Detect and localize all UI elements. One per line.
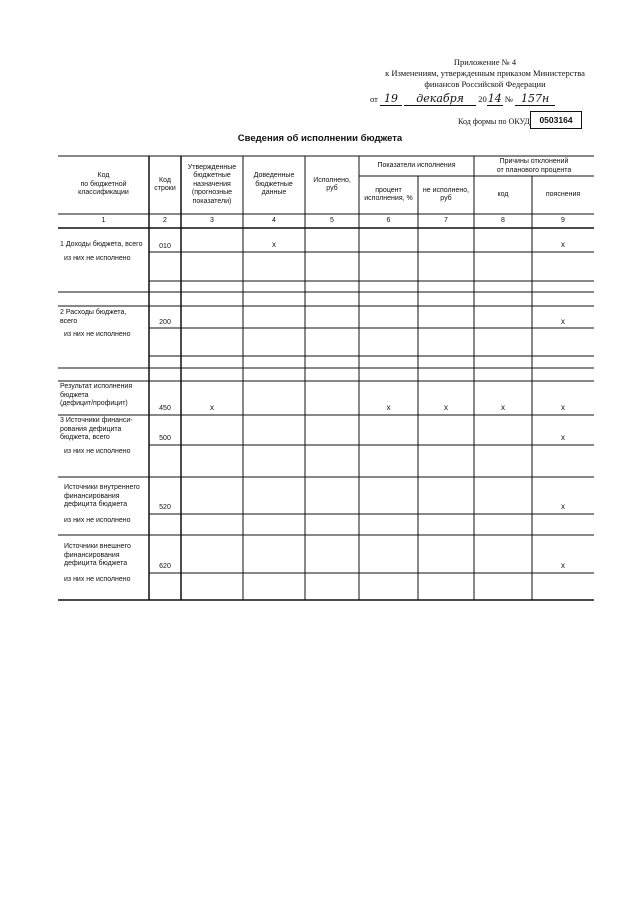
header-percent-executed: процент исполнения, % xyxy=(364,186,413,202)
col-number-2: 2 xyxy=(163,217,167,224)
col-number-6: 6 xyxy=(386,217,391,224)
row-label-external-financing: Источники внешнего финансирования дефицита бюджета xyxy=(64,543,131,567)
row-code-010: 010 xyxy=(159,243,171,250)
row-code-620: 620 xyxy=(159,563,171,570)
col-number-7: 7 xyxy=(444,217,448,224)
header-deviation-explanation: пояснения xyxy=(545,190,581,198)
row-label-expenses: 2 Расходы бюджета, всего xyxy=(60,309,127,325)
row-450-col7-mark: x xyxy=(444,403,448,412)
col-number-4: 4 xyxy=(272,217,276,224)
row-code-450: 450 xyxy=(159,405,171,412)
row-code-200: 200 xyxy=(159,319,171,326)
col-number-1: 1 xyxy=(101,217,106,224)
row-620-col9-mark: x xyxy=(561,561,565,570)
col-number-9: 9 xyxy=(561,217,565,224)
row-010-col9-mark: x xyxy=(561,240,565,249)
header-group-deviation: Причины отклонений от планового процента xyxy=(496,158,572,174)
okud-code-box: 0503164 xyxy=(530,111,582,129)
order-year-prefix: 20 xyxy=(478,94,487,104)
row-label-deficit-financing-sources: 3 Источники финанси- рования дефицита бюджета, всего xyxy=(60,417,133,441)
appendix-line-3: финансов Российской Федерации xyxy=(424,79,546,89)
order-number: 157н xyxy=(515,92,555,106)
row-label-internal-financing: Источники внутреннего финансирования дефицита бюджета xyxy=(64,484,140,508)
row-label-sources-not-executed: из них не исполнено xyxy=(64,448,131,455)
order-month: декабря xyxy=(404,92,476,106)
row-450-col6-mark: x xyxy=(386,403,391,412)
header-deviation-code: код xyxy=(497,190,509,198)
order-num-label: № xyxy=(504,94,513,104)
row-label-revenues-not-executed: из них не исполнено xyxy=(64,255,131,262)
row-label-expenses-not-executed: из них не исполнено xyxy=(64,331,131,338)
header-group-execution: Показатели исполнения xyxy=(377,161,456,169)
row-200-col9-mark: x xyxy=(561,317,565,326)
row-010-col4-mark: x xyxy=(272,240,276,249)
header-executed: Исполнено, руб xyxy=(313,176,351,192)
row-code-520: 520 xyxy=(159,504,171,511)
header-row-code: Код строки xyxy=(154,176,176,192)
row-code-500: 500 xyxy=(159,435,171,442)
page-title: Сведения об исполнении бюджета xyxy=(237,133,403,144)
header-budget-classification: Код по бюджетной классификации xyxy=(78,172,129,197)
row-label-execution-result: Результат исполнения бюджета (дефицит/профицит) xyxy=(60,383,133,407)
row-label-revenues: 1 Доходы бюджета, всего xyxy=(60,241,143,248)
order-prefix: от xyxy=(370,94,378,104)
header-delivered-data: Доведенные бюджетные данные xyxy=(253,172,295,197)
row-450-col9-mark: x xyxy=(561,403,565,412)
col-number-3: 3 xyxy=(210,217,214,224)
okud-label: Код формы по ОКУД xyxy=(458,117,530,126)
order-day: 19 xyxy=(380,92,402,106)
row-520-col9-mark: x xyxy=(561,502,565,511)
header-approved-assignments: Утвержденные бюджетные назначения (прогнозные показатели) xyxy=(187,163,237,205)
appendix-line-1: Приложение № 4 xyxy=(453,57,517,67)
row-500-col9-mark: x xyxy=(561,433,565,442)
header-not-executed: не исполнено, руб xyxy=(422,186,470,202)
row-label-external-not-executed: из них не исполнено xyxy=(64,576,131,583)
order-year: 14 xyxy=(487,92,502,105)
appendix-line-2: к Изменениям, утвержденным приказом Министерства xyxy=(385,68,585,78)
col-number-8: 8 xyxy=(501,217,505,224)
col-number-5: 5 xyxy=(330,217,334,224)
row-450-col3-mark: x xyxy=(210,403,214,412)
row-450-col8-mark: x xyxy=(501,403,505,412)
row-label-internal-not-executed: из них не исполнено xyxy=(64,517,131,524)
